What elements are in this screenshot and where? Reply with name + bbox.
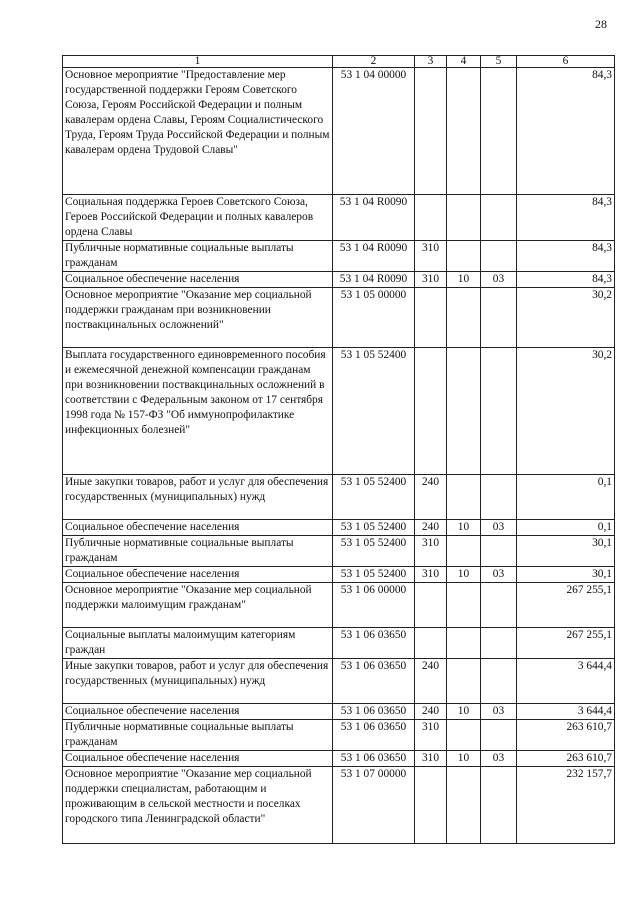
table-row [63, 720, 615, 751]
row-section: 10 [447, 704, 481, 720]
row-expense-type [415, 628, 447, 659]
row-amount: 232 157,7 [517, 767, 615, 844]
row-name: Основное мероприятие "Оказание мер социальной поддержки гражданам при возникновении поствакцинальных осложнений" [63, 288, 333, 348]
row-amount: 30,2 [517, 288, 615, 348]
row-amount: 0,1 [517, 520, 615, 536]
row-amount: 30,1 [517, 536, 615, 567]
table-row [63, 628, 615, 659]
table-row [63, 520, 615, 536]
table-row [63, 348, 615, 475]
row-section [447, 767, 481, 844]
row-expense-type [415, 767, 447, 844]
row-amount: 84,3 [517, 241, 615, 272]
table-row [63, 767, 615, 844]
row-amount: 84,3 [517, 195, 615, 241]
row-subsection: 03 [481, 520, 517, 536]
row-expense-type: 310 [415, 241, 447, 272]
row-subsection [481, 241, 517, 272]
table-row [63, 288, 615, 348]
row-subsection [481, 720, 517, 751]
row-code: 53 1 06 00000 [333, 583, 415, 628]
table-row [63, 536, 615, 567]
row-code: 53 1 07 00000 [333, 767, 415, 844]
row-subsection: 03 [481, 272, 517, 288]
row-amount: 84,3 [517, 68, 615, 195]
row-name: Иные закупки товаров, работ и услуг для обеспечения государственных (муниципальных) нужд [63, 659, 333, 704]
row-name: Социальное обеспечение населения [63, 272, 333, 288]
row-expense-type [415, 288, 447, 348]
row-code: 53 1 06 03650 [333, 659, 415, 704]
header-col-4: 4 [447, 56, 481, 68]
header-col-5: 5 [481, 56, 517, 68]
row-code: 53 1 04 R0090 [333, 241, 415, 272]
row-code: 53 1 05 00000 [333, 288, 415, 348]
row-section: 10 [447, 751, 481, 767]
header-col-3: 3 [415, 56, 447, 68]
row-section [447, 68, 481, 195]
row-section [447, 348, 481, 475]
header-row [63, 56, 615, 68]
row-name: Социальное обеспечение населения [63, 567, 333, 583]
row-expense-type: 310 [415, 536, 447, 567]
table-row [63, 68, 615, 195]
row-section [447, 195, 481, 241]
row-section [447, 628, 481, 659]
row-section: 10 [447, 567, 481, 583]
row-name: Публичные нормативные социальные выплаты гражданам [63, 536, 333, 567]
header-col-1: 1 [63, 56, 333, 68]
row-expense-type [415, 68, 447, 195]
row-expense-type: 310 [415, 567, 447, 583]
row-code: 53 1 06 03650 [333, 720, 415, 751]
row-code: 53 1 06 03650 [333, 628, 415, 659]
row-name: Основное мероприятие "Оказание мер социальной поддержки малоимущим гражданам" [63, 583, 333, 628]
row-subsection [481, 536, 517, 567]
row-name: Социальные выплаты малоимущим категориям граждан [63, 628, 333, 659]
row-amount: 30,2 [517, 348, 615, 475]
row-amount: 3 644,4 [517, 704, 615, 720]
row-expense-type: 310 [415, 272, 447, 288]
row-name: Выплата государственного единовременного пособия и ежемесячной денежной компенсации гражданам при возникновении поствакцинальных осложнений в соответствии с Федеральным законом от 17 сентября 1998 года № 157-ФЗ "Об иммунопрофилактике инфекционных болезней" [63, 348, 333, 475]
row-section [447, 475, 481, 520]
row-code: 53 1 04 R0090 [333, 272, 415, 288]
row-expense-type: 240 [415, 704, 447, 720]
row-code: 53 1 06 03650 [333, 704, 415, 720]
row-subsection [481, 659, 517, 704]
row-subsection [481, 475, 517, 520]
row-expense-type: 240 [415, 659, 447, 704]
row-expense-type: 310 [415, 751, 447, 767]
row-expense-type [415, 195, 447, 241]
table-row [63, 272, 615, 288]
row-code: 53 1 04 00000 [333, 68, 415, 195]
table-row [63, 567, 615, 583]
table-row [63, 751, 615, 767]
page-number: 28 [595, 17, 607, 31]
row-subsection: 03 [481, 751, 517, 767]
row-section [447, 583, 481, 628]
row-section: 10 [447, 272, 481, 288]
row-name: Социальная поддержка Героев Советского Союза, Героев Российской Федерации и полных кавалеров ордена Славы [63, 195, 333, 241]
row-expense-type: 240 [415, 520, 447, 536]
row-name: Основное мероприятие "Предоставление мер государственной поддержки Героям Советского Союза, Героям Российской Федерации и полным кавалерам ордена Славы, Героям Социалистического Труда, Героям Труда Российской Федерации и полным кавалерам ордена Трудовой Славы" [63, 68, 333, 195]
row-subsection [481, 68, 517, 195]
row-code: 53 1 05 52400 [333, 348, 415, 475]
row-subsection [481, 583, 517, 628]
row-code: 53 1 05 52400 [333, 520, 415, 536]
row-section: 10 [447, 520, 481, 536]
row-section [447, 241, 481, 272]
header-col-2: 2 [333, 56, 415, 68]
row-amount: 3 644,4 [517, 659, 615, 704]
row-code: 53 1 05 52400 [333, 475, 415, 520]
row-subsection [481, 628, 517, 659]
row-amount: 84,3 [517, 272, 615, 288]
row-section [447, 536, 481, 567]
row-name: Публичные нормативные социальные выплаты гражданам [63, 241, 333, 272]
header-col-6: 6 [517, 56, 615, 68]
row-name: Социальное обеспечение населения [63, 751, 333, 767]
row-subsection [481, 348, 517, 475]
row-name: Социальное обеспечение населения [63, 520, 333, 536]
table-row [63, 704, 615, 720]
row-section [447, 288, 481, 348]
row-expense-type: 310 [415, 720, 447, 751]
table-row [63, 475, 615, 520]
table-row [63, 195, 615, 241]
row-expense-type: 240 [415, 475, 447, 520]
row-amount: 263 610,7 [517, 751, 615, 767]
row-code: 53 1 05 52400 [333, 567, 415, 583]
table-row [63, 659, 615, 704]
row-subsection: 03 [481, 704, 517, 720]
row-section [447, 720, 481, 751]
row-code: 53 1 05 52400 [333, 536, 415, 567]
row-code: 53 1 06 03650 [333, 751, 415, 767]
table-row [63, 241, 615, 272]
row-amount: 267 255,1 [517, 583, 615, 628]
budget-table [62, 55, 615, 844]
row-amount: 263 610,7 [517, 720, 615, 751]
row-name: Иные закупки товаров, работ и услуг для обеспечения государственных (муниципальных) нужд [63, 475, 333, 520]
row-name: Социальное обеспечение населения [63, 704, 333, 720]
row-name: Публичные нормативные социальные выплаты гражданам [63, 720, 333, 751]
row-subsection [481, 767, 517, 844]
row-code: 53 1 04 R0090 [333, 195, 415, 241]
row-subsection [481, 195, 517, 241]
row-amount: 30,1 [517, 567, 615, 583]
row-expense-type [415, 348, 447, 475]
row-name: Основное мероприятие "Оказание мер социальной поддержки специалистам, работающим и проживающим в сельской местности и поселках городского типа Ленинградской области" [63, 767, 333, 844]
table-row [63, 583, 615, 628]
row-amount: 0,1 [517, 475, 615, 520]
row-amount: 267 255,1 [517, 628, 615, 659]
row-subsection: 03 [481, 567, 517, 583]
row-section [447, 659, 481, 704]
row-subsection [481, 288, 517, 348]
row-expense-type [415, 583, 447, 628]
